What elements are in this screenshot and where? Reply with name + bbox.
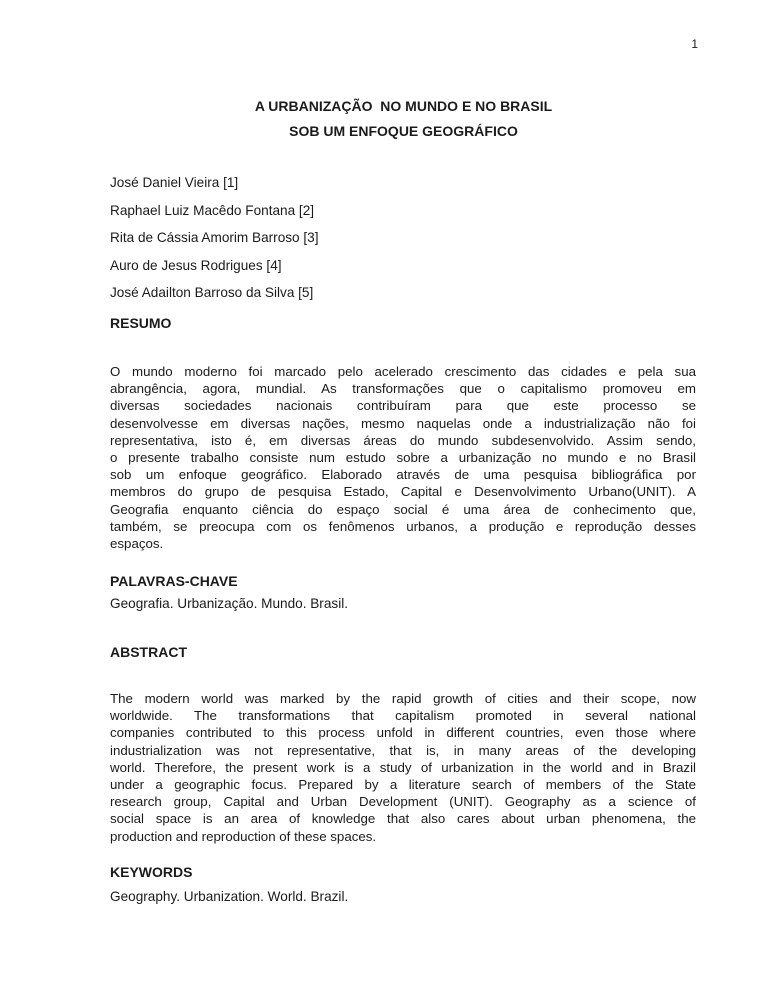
abstract-paragraph-line: companies contributed to this process unfold in different countries, even those where	[110, 725, 696, 741]
author-line: Raphael Luiz Macêdo Fontana [2]	[110, 202, 315, 218]
resumo-paragraph-line: representativa, isto é, em diversas áreas do mundo subdesenvolvido. Assim sendo,	[110, 432, 696, 448]
resumo-paragraph-line: desenvolvesse em diversas nações, mesmo naquelas onde a industrialização não foi	[110, 415, 696, 431]
resumo-paragraph-line: diversas sociedades nacionais contribuíram para que este processo se	[110, 398, 696, 414]
section-heading-palavras-chave: PALAVRAS-CHAVE	[110, 573, 238, 589]
abstract-paragraph-line: under a geographic focus. Prepared by a literature search of members of the State	[110, 777, 696, 793]
article-title-line-1: A URBANIZAÇÃO NO MUNDO E NO BRASIL	[254, 98, 553, 114]
resumo-paragraph-line: sob um enfoque geográfico. Elaborado através de uma pesquisa bibliográfica por	[110, 467, 696, 483]
article-title-line-2: SOB UM ENFOQUE GEOGRÁFICO	[289, 123, 518, 139]
article-title	[110, 94, 697, 144]
section-heading-abstract: ABSTRACT	[110, 644, 187, 660]
resumo-paragraph-line: O mundo moderno foi marcado pelo acelerado crescimento das cidades e pela sua	[110, 364, 696, 379]
abstract-paragraph-line: worldwide. The transformations that capitalism promoted in several national	[110, 708, 696, 724]
palavras-chave-text: Geografia. Urbanização. Mundo. Brasil.	[110, 596, 349, 611]
resumo-paragraph-line: o presente trabalho consiste num estudo sobre a urbanização no mundo e no Brasil	[110, 450, 696, 466]
abstract-paragraph-line: social space is an area of knowledge that also cares about urban phenomena, the	[110, 811, 696, 827]
abstract-paragraph-line: The modern world was marked by the rapid growth of cities and their scope, now	[110, 691, 696, 706]
keywords-text: Geography. Urbanization. World. Brazil.	[110, 889, 349, 904]
author-line: Auro de Jesus Rodrigues [4]	[110, 257, 282, 273]
author-line: Rita de Cássia Amorim Barroso [3]	[110, 230, 319, 246]
resumo-paragraph-line: membros do grupo de pesquisa Estado, Capital e Desenvolvimento Urbano(UNIT). A	[110, 484, 696, 500]
resumo-paragraph-line: também, se preocupa com os fenômenos urbanos, a produção e reprodução desses	[110, 518, 696, 534]
page-number: 1	[691, 37, 698, 51]
author-line: José Adailton Barroso da Silva [5]	[110, 285, 314, 301]
resumo-paragraph	[110, 363, 696, 552]
abstract-paragraph-line: production and reproduction of these spaces.	[110, 828, 377, 844]
resumo-paragraph-line: abrangência, agora, mundial. As transformações que o capitalismo promoveu em	[110, 381, 696, 397]
section-heading-resumo: RESUMO	[110, 315, 172, 331]
author-line: José Daniel Vieira [1]	[110, 175, 239, 190]
abstract-paragraph-line: industrialization was not representative, that is, in many areas of the developing	[110, 742, 696, 758]
abstract-paragraph-line: world. Therefore, the present work is a study of urbanization in the world and in Brazil	[110, 759, 696, 775]
resumo-paragraph-line: Geografia enquanto ciência do espaço social é uma área de conhecimento que,	[110, 501, 696, 517]
section-heading-keywords: KEYWORDS	[110, 864, 193, 880]
resumo-paragraph-line: espaços.	[110, 536, 164, 552]
author-list	[110, 169, 697, 307]
abstract-paragraph-line: research group, Capital and Urban Development (UNIT). Geography as a science of	[110, 794, 696, 810]
abstract-paragraph	[110, 690, 696, 845]
